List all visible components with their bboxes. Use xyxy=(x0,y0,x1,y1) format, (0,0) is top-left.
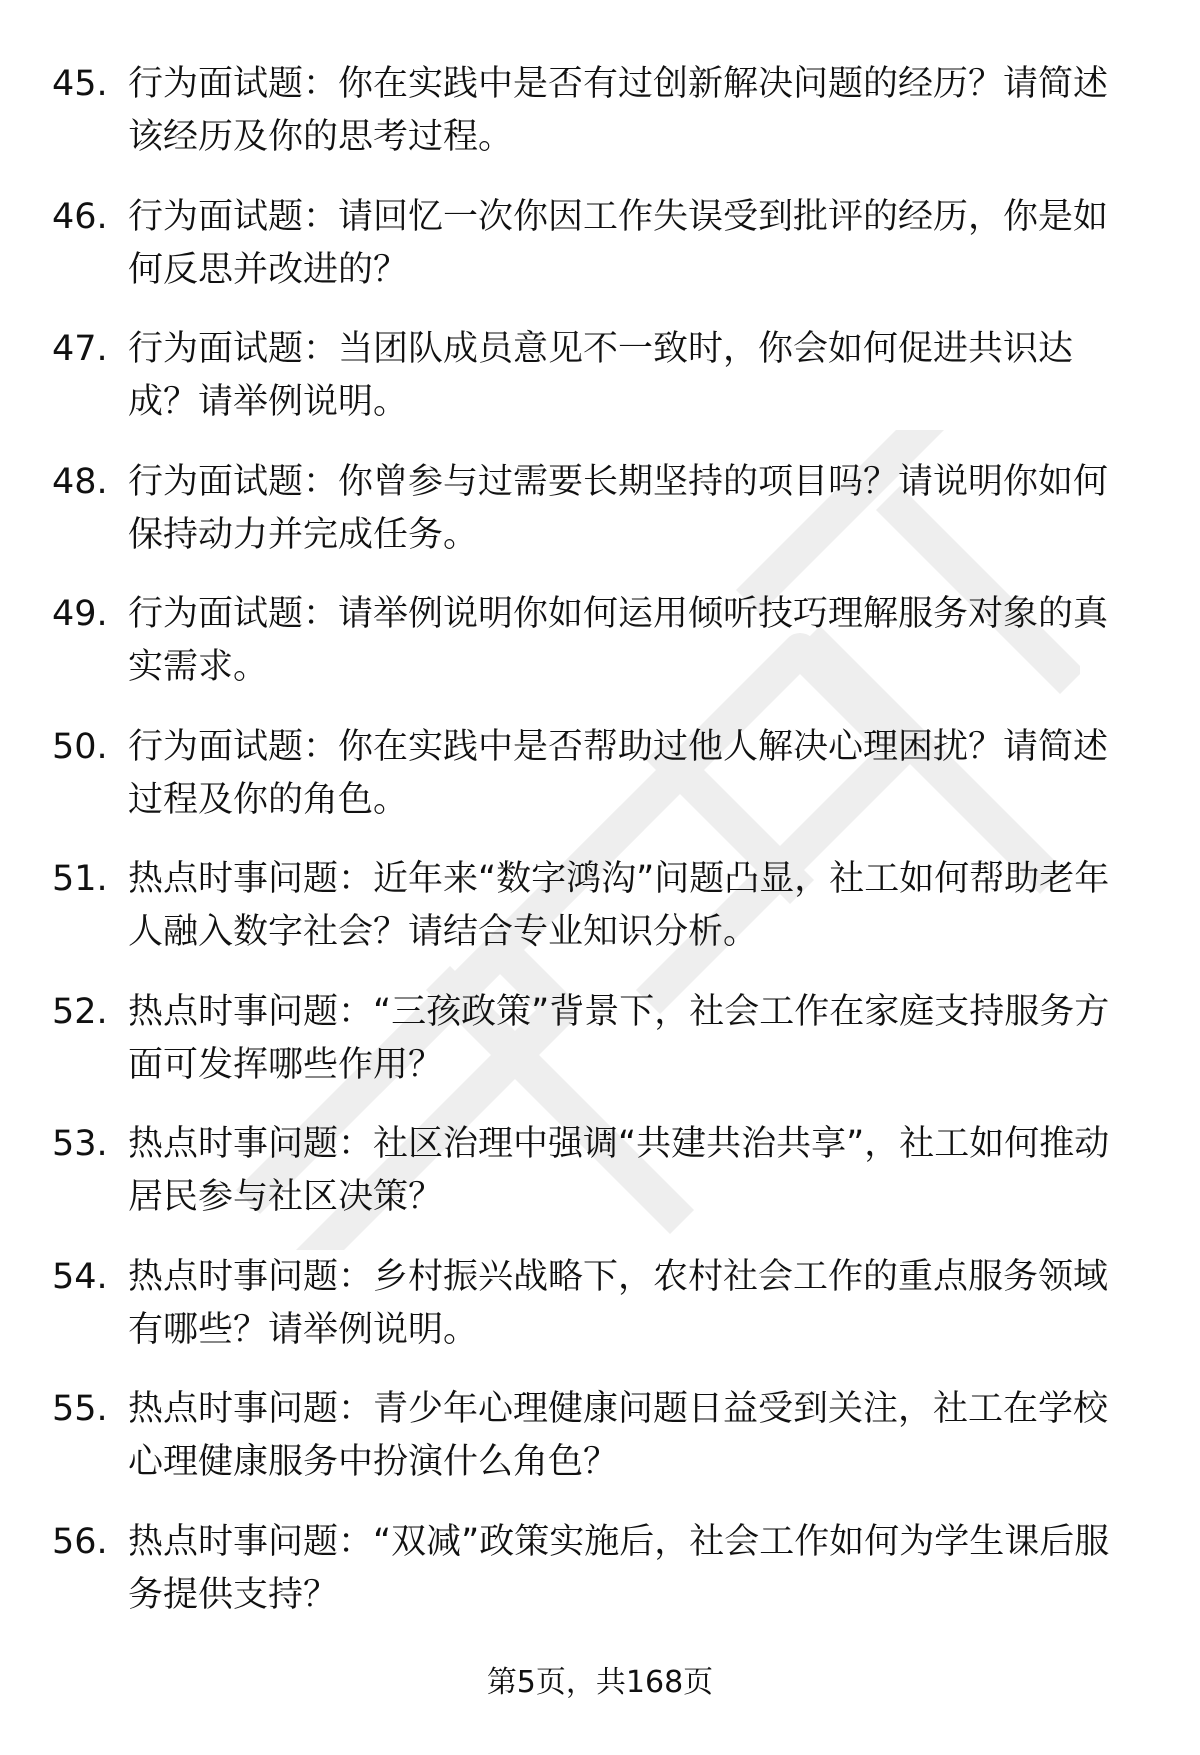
question-number: 48. xyxy=(52,461,108,502)
question-item xyxy=(52,1118,1152,1251)
question-text: 热点时事问题：青少年心理健康问题日益受到关注，社工在学校心理健康服务中扮演什么角色？ xyxy=(128,1389,1109,1482)
question-number: 51. xyxy=(52,859,108,899)
question-text: 行为面试题：当团队成员意见不一致时，你会如何促进共识达成？请举例说明。 xyxy=(128,329,1074,422)
question-text: 行为面试题：请回忆一次你因工作失误受到批评的经历，你是如何反思并改进的？ xyxy=(128,196,1109,290)
question-text: 行为面试题：你在实践中是否有过创新解决问题的经历？请简述该经历及你的思考过程。 xyxy=(128,64,1109,157)
question-number: 50. xyxy=(52,726,108,767)
question-item xyxy=(52,456,1152,589)
question-number: 53. xyxy=(52,1124,108,1164)
question-item xyxy=(52,323,1152,456)
question-number: 52. xyxy=(52,991,108,1032)
question-number: 49. xyxy=(52,594,108,634)
question-text: 热点时事问题：“双减”政策实施后，社会工作如何为学生课后服务提供支持？ xyxy=(128,1521,1110,1615)
page-number-label: 第5页，共168页 xyxy=(486,1665,714,1700)
question-item xyxy=(52,1383,1152,1516)
question-text: 热点时事问题：“三孩政策”背景下，社会工作在家庭支持服务方面可发挥哪些作用？ xyxy=(128,991,1110,1085)
question-item xyxy=(52,191,1152,324)
question-text: 热点时事问题：社区治理中强调“共建共治共享”，社工如何推动居民参与社区决策？ xyxy=(128,1124,1110,1217)
question-item xyxy=(52,986,1152,1119)
question-item xyxy=(52,1516,1152,1649)
question-item xyxy=(52,58,1152,191)
question-text: 行为面试题：你在实践中是否帮助过他人解决心理困扰？请简述过程及你的角色。 xyxy=(128,726,1109,820)
question-number: 47. xyxy=(52,329,108,369)
question-item xyxy=(52,588,1152,721)
question-number: 55. xyxy=(52,1389,108,1429)
question-number: 54. xyxy=(52,1256,108,1297)
question-text: 热点时事问题：近年来“数字鸿沟”问题凸显，社工如何帮助老年人融入数字社会？请结合专业知识分析。 xyxy=(128,859,1110,952)
question-text: 热点时事问题：乡村振兴战略下，农村社会工作的重点服务领域有哪些？请举例说明。 xyxy=(128,1256,1109,1350)
question-item xyxy=(52,1251,1152,1384)
page-footer xyxy=(0,1663,1200,1703)
question-item xyxy=(52,853,1152,986)
question-item xyxy=(52,721,1152,854)
question-text: 行为面试题：你曾参与过需要长期坚持的项目吗？请说明你如何保持动力并完成任务。 xyxy=(128,461,1109,555)
question-number: 56. xyxy=(52,1521,108,1562)
question-number: 46. xyxy=(52,196,108,237)
question-list xyxy=(52,58,1152,1648)
question-text: 行为面试题：请举例说明你如何运用倾听技巧理解服务对象的真实需求。 xyxy=(128,594,1109,687)
question-number: 45. xyxy=(52,64,108,104)
